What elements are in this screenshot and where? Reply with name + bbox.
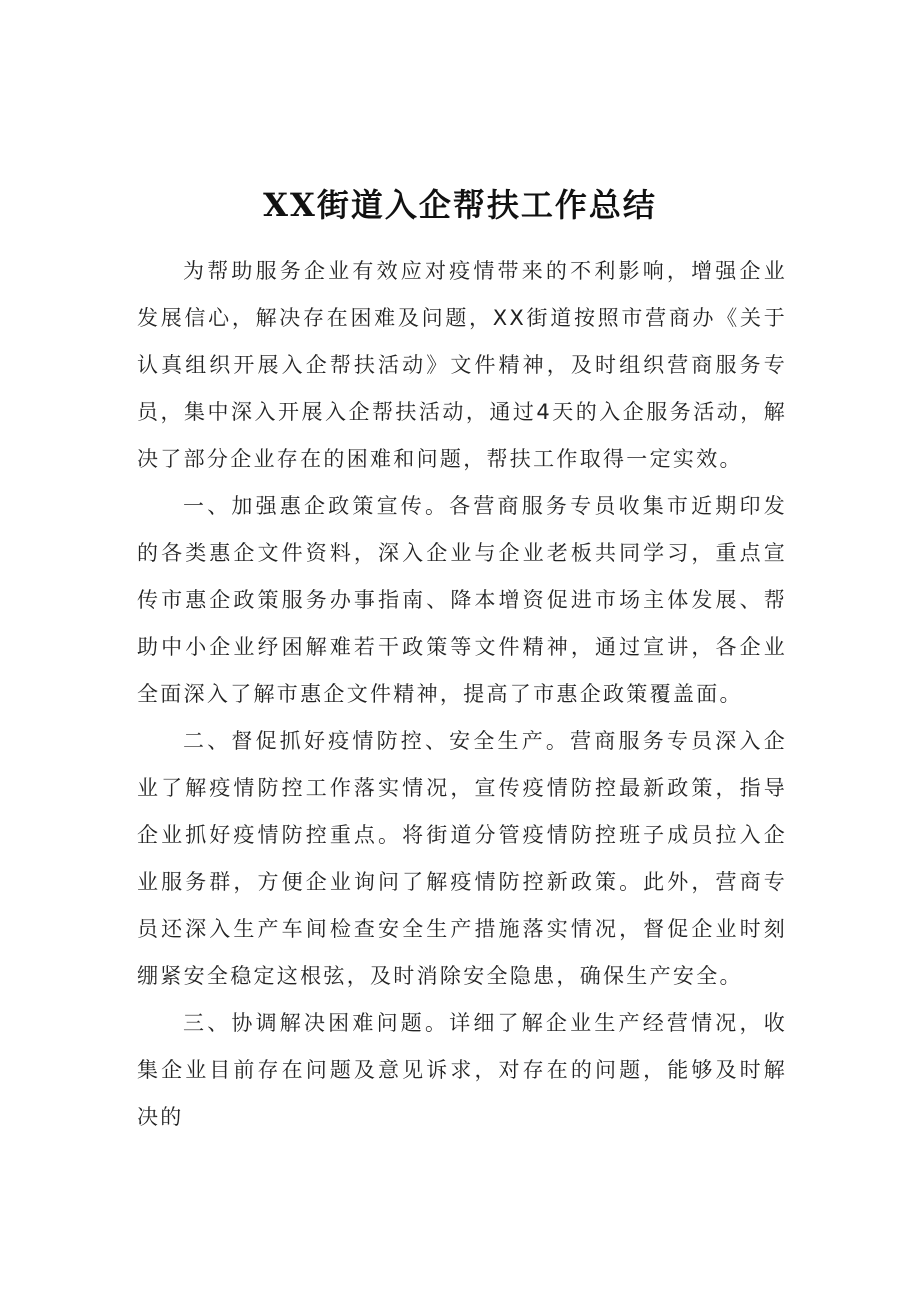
- document-body: [137, 248, 787, 1141]
- paragraph-section-3: 三、协调解决困难问题。详细了解企业生产经营情况，收集企业目前存在问题及意见诉求，对存在的问题，能够及时解决的: [137, 1011, 787, 1129]
- paragraph-intro: 为帮助服务企业有效应对疫情带来的不利影响，增强企业发展信心，解决存在困难及问题，XX街道按照市营商办《关于认真组织开展入企帮扶活动》文件精神，及时组织营商服务专员，集中深入开展入企帮扶活动，通过4天的入企服务活动，解决了部分企业存在的困难和问题，帮扶工作取得一定实效。: [137, 259, 787, 471]
- document-title: XX街道入企帮扶工作总结: [263, 186, 657, 225]
- paragraph-section-1: 一、加强惠企政策宣传。各营商服务专员收集市近期印发的各类惠企文件资料，深入企业与企业老板共同学习，重点宣传市惠企政策服务办事指南、降本增资促进市场主体发展、帮助中小企业纾困解难若干政策等文件精神，通过宣讲，各企业全面深入了解市惠企文件精神，提高了市惠企政策覆盖面。: [137, 494, 787, 706]
- paragraph-section-2: 二、督促抓好疫情防控、安全生产。营商服务专员深入企业了解疫情防控工作落实情况，宣传疫情防控最新政策，指导企业抓好疫情防控重点。将街道分管疫情防控班子成员拉入企业服务群，方便企业询问了解疫情防控新政策。此外，营商专员还深入生产车间检查安全生产措施落实情况，督促企业时刻绷紧安全稳定这根弦，及时消除安全隐患，确保生产安全。: [137, 729, 787, 988]
